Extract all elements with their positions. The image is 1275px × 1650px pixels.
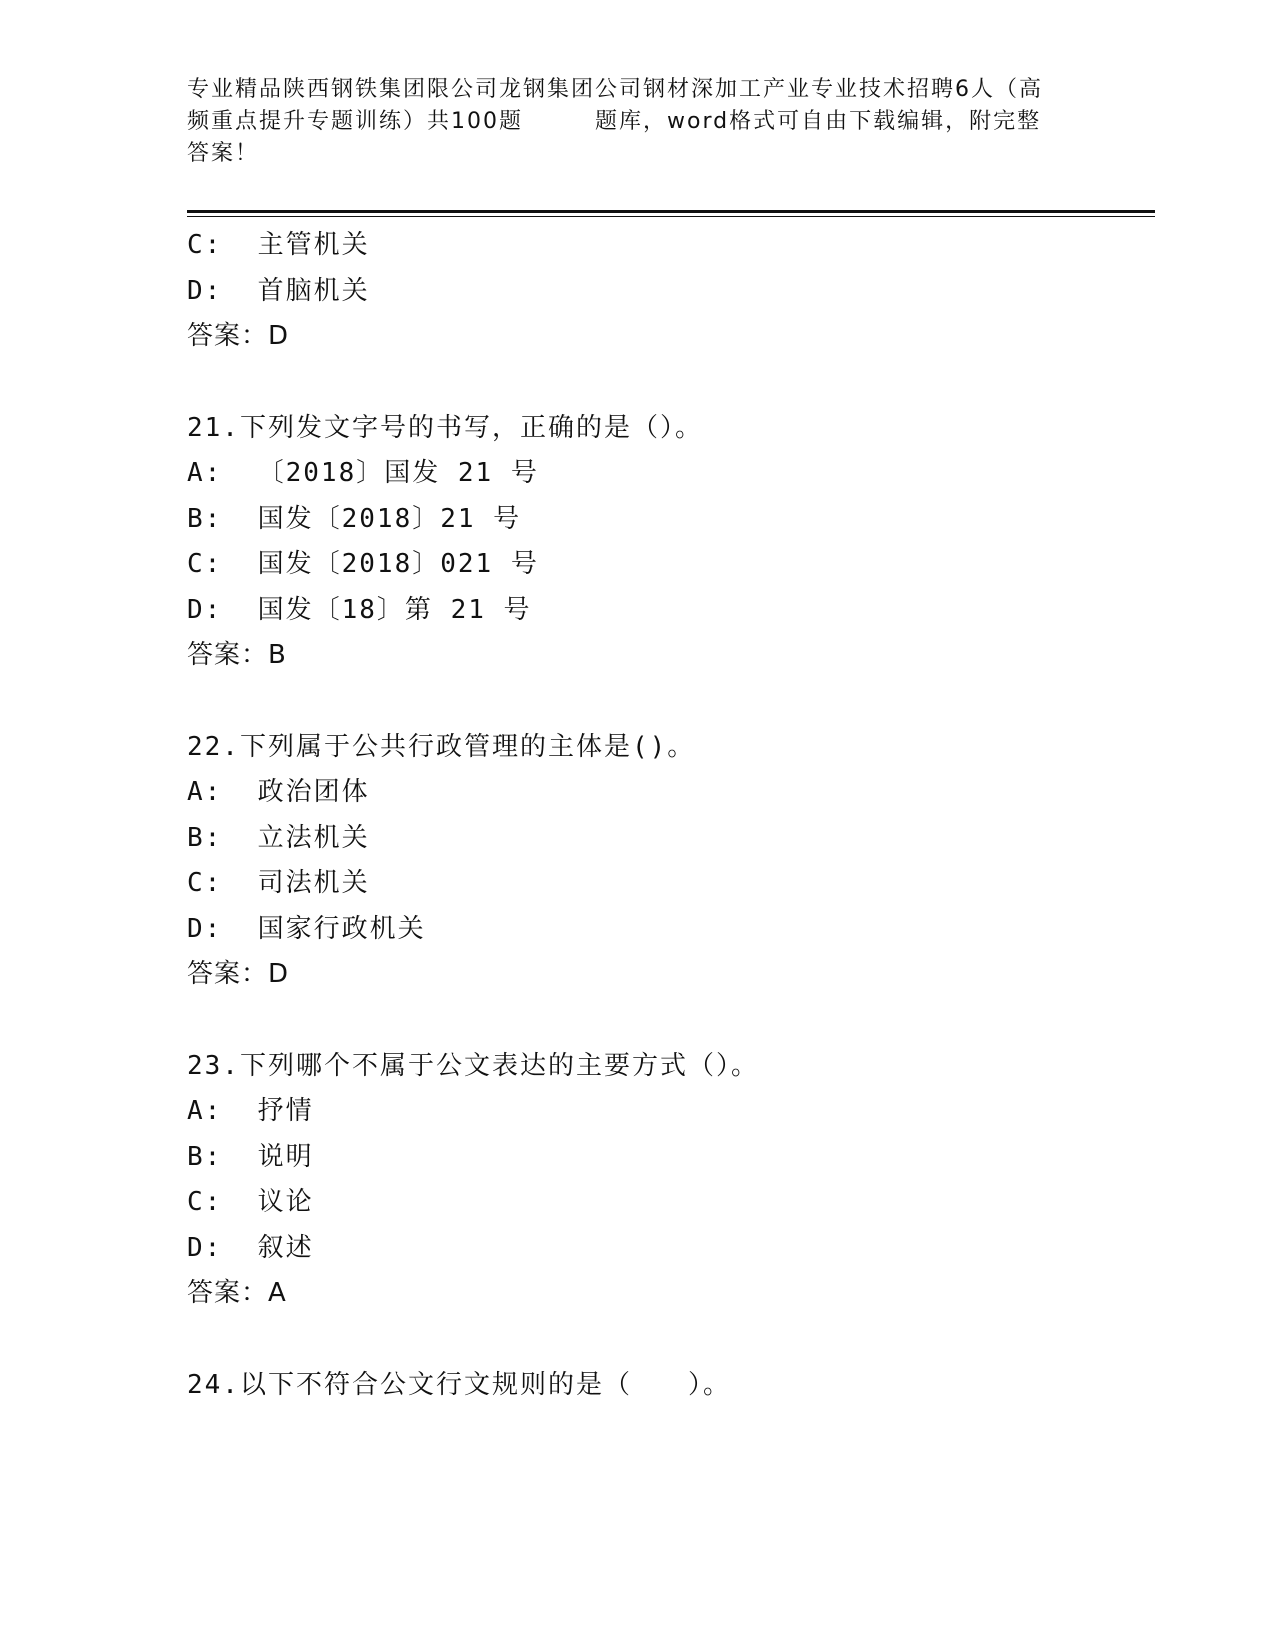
header-divider-thin <box>187 216 1155 217</box>
option-a: A: 政治团体 <box>187 777 370 807</box>
question-23 <box>187 1044 1147 1317</box>
header-line-2a: 频重点提升专题训练）共100题 <box>187 109 523 134</box>
question-text: 22.下列属于公共行政管理的主体是()。 <box>187 731 696 762</box>
answer-line: 答案：D <box>187 959 290 989</box>
question-22 <box>187 725 1147 998</box>
option-c: C: 司法机关 <box>187 868 370 898</box>
header-line-3: 答案！ <box>187 141 260 166</box>
question-text: 24.以下不符合公文行文规则的是（ ）。 <box>187 1369 731 1400</box>
option-d: D: 叙述 <box>187 1232 314 1263</box>
question-21 <box>187 406 1147 679</box>
header-line-2 <box>187 106 1087 138</box>
question-list <box>187 223 1147 1408</box>
option-d: D: 国家行政机关 <box>187 913 426 944</box>
question-text: 21.下列发文字号的书写，正确的是（）。 <box>187 412 703 443</box>
option-a: A: 〔2018〕国发 21 号 <box>187 458 539 488</box>
option-c: C: 主管机关 <box>187 230 370 260</box>
document-header <box>187 74 1087 170</box>
answer-line: 答案：A <box>187 1278 287 1308</box>
header-line-2b: 题库，word格式可自由下载编辑，附完整 <box>595 109 1042 134</box>
option-c: C: 议论 <box>187 1187 314 1217</box>
option-d: D: 首脑机关 <box>187 275 370 306</box>
header-divider-thick <box>187 210 1155 213</box>
header-line-1: 专业精品陕西钢铁集团限公司龙钢集团公司钢材深加工产业专业技术招聘6人（高 <box>187 77 1043 102</box>
option-b: B: 国发〔2018〕21 号 <box>187 503 522 534</box>
option-c: C: 国发〔2018〕021 号 <box>187 549 539 579</box>
question-text: 23.下列哪个不属于公文表达的主要方式（）。 <box>187 1050 759 1081</box>
option-b: B: 说明 <box>187 1141 314 1172</box>
option-b: B: 立法机关 <box>187 822 370 853</box>
option-a: A: 抒情 <box>187 1096 314 1126</box>
previous-question-tail <box>187 223 1147 360</box>
answer-line: 答案：D <box>187 321 290 351</box>
question-24 <box>187 1363 1147 1409</box>
answer-line: 答案：B <box>187 640 287 670</box>
option-d: D: 国发〔18〕第 21 号 <box>187 594 532 625</box>
